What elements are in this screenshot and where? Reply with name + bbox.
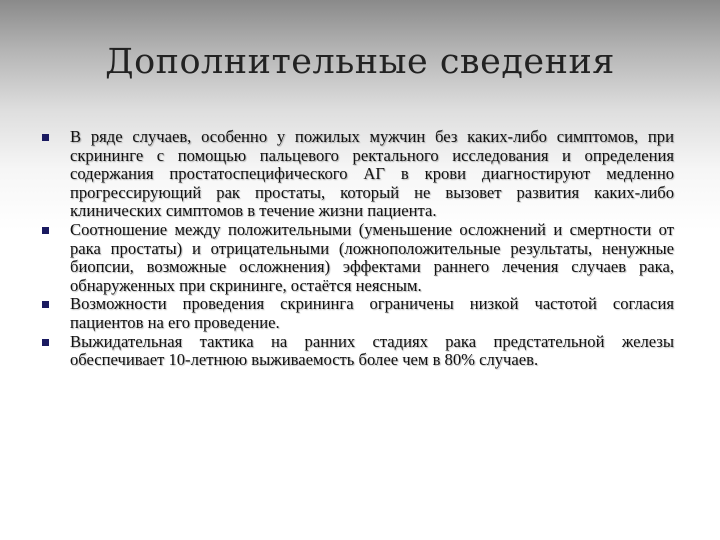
bullet-text: Соотношение между положительными (уменьшение осложнений и смертности от рака простаты) и отрицательными (ложноположительные результаты, ненужные биопсии, возможные осложнения) эффектами раннего лечения случаев рака, обнаруженных при скрининге, остаётся неясным. <box>70 219 674 295</box>
bullet-text: Выжидательная тактика на ранних стадиях рака предстательной железы обеспечивает 10-летнюю выживаемость более чем в 80% случаев. <box>70 331 674 370</box>
bullet-text: Возможности проведения скрининга ограничены низкой частотой согласия пациентов на его проведение. <box>70 294 674 332</box>
bullet-item-4 <box>36 333 674 370</box>
square-bullet-icon <box>42 227 49 234</box>
bullet-item-2 <box>36 221 674 295</box>
square-bullet-icon <box>42 339 49 346</box>
bullet-item-1 <box>36 128 674 221</box>
bullet-item-3 <box>36 295 674 332</box>
slide-title: Дополнительные сведения <box>105 42 615 82</box>
square-bullet-icon <box>42 134 49 141</box>
square-bullet-icon <box>42 301 49 308</box>
bullet-list <box>36 128 674 370</box>
bullet-text: В ряде случаев, особенно у пожилых мужчин без каких-либо симптомов, при скрининге с помощью пальцевого ректального исследования и определения содержания простатоспецифического АГ в крови диагностируют медленно прогрессирующий рак простаты, который не вызовет развития каких-либо клинических симптомов в течение жизни пациента. <box>70 127 674 221</box>
